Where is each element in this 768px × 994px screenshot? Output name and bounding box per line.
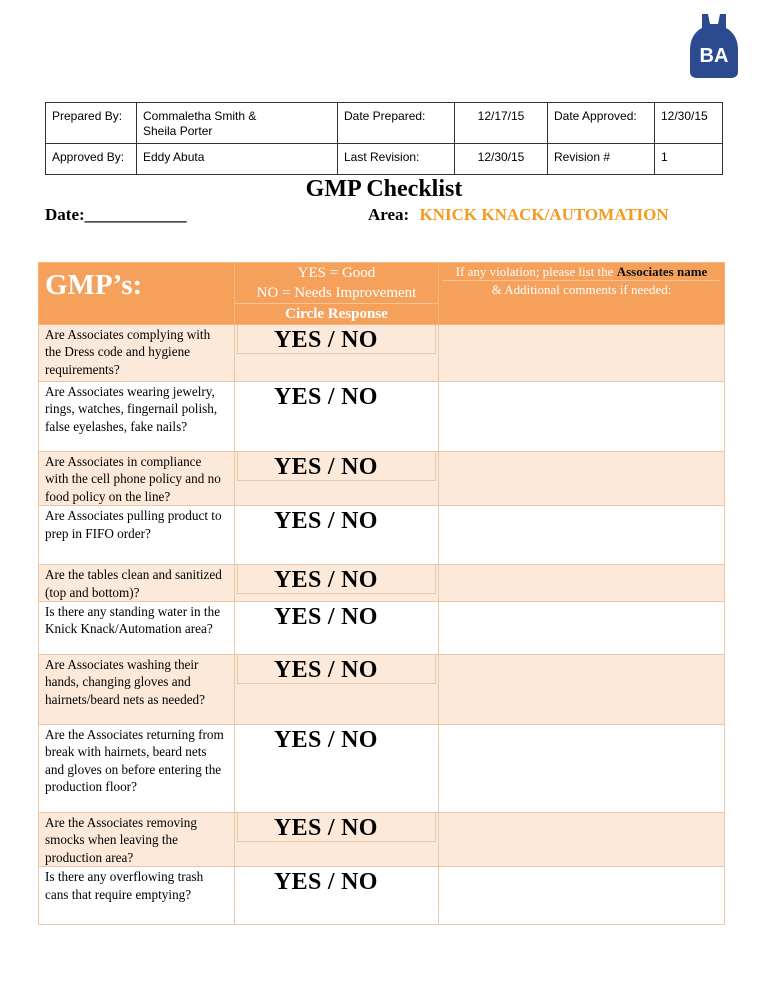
prepared-by-value — [137, 103, 338, 144]
response-cell[interactable] — [235, 382, 439, 452]
yes-no-response[interactable]: YES / NO — [274, 384, 378, 410]
response-cell[interactable] — [235, 452, 439, 506]
yes-no-response[interactable]: YES / NO — [274, 604, 378, 631]
question-cell: Are the Associates removing smocks when leaving the production area? — [39, 813, 235, 867]
response-cell[interactable] — [235, 506, 439, 565]
question-cell: Are the tables clean and sanitized (top and bottom)? — [39, 565, 235, 602]
comment-header-bold: Associates name — [616, 264, 708, 279]
ba-logo-icon — [688, 10, 740, 80]
response-cell[interactable] — [235, 725, 439, 813]
question-cell: Is there any overflowing trash cans that require emptying? — [39, 867, 235, 925]
question-cell: Are Associates complying with the Dress code and hygiene requirements? — [39, 325, 235, 382]
table-row — [39, 725, 725, 813]
comment-cell[interactable] — [439, 813, 725, 867]
prepared-by-label: Prepared By: — [46, 103, 137, 144]
no-legend: NO = Needs Improvement — [256, 285, 417, 301]
table-row — [39, 867, 725, 925]
question-cell: Are Associates washing their hands, changing gloves and hairnets/beard nets as needed? — [39, 655, 235, 725]
table-row — [39, 655, 725, 725]
yes-no-response[interactable]: YES / NO — [274, 567, 378, 594]
yes-no-response[interactable]: YES / NO — [274, 454, 378, 480]
comment-cell[interactable] — [439, 725, 725, 813]
response-cell[interactable] — [235, 655, 439, 725]
comment-cell[interactable] — [439, 655, 725, 725]
response-cell[interactable] — [235, 325, 439, 382]
table-row — [39, 506, 725, 565]
comment-header-text: If any violation; please list the — [455, 264, 614, 279]
document-info-table — [45, 102, 723, 175]
circle-response-label: Circle Response — [235, 303, 438, 324]
yes-no-response[interactable]: YES / NO — [274, 727, 378, 754]
yes-no-response[interactable]: YES / NO — [274, 327, 378, 353]
table-row — [39, 602, 725, 655]
yes-no-response[interactable]: YES / NO — [274, 815, 378, 842]
comment-cell[interactable] — [439, 382, 725, 452]
date-approved-value: 12/30/15 — [655, 103, 723, 144]
gmp-column-header: GMP’s: — [39, 263, 235, 325]
revision-label: Revision # — [548, 144, 655, 175]
comment-header-subtext: & Additional comments if needed: — [443, 280, 720, 298]
comment-cell[interactable] — [439, 867, 725, 925]
gmp-checklist-table — [38, 262, 725, 925]
question-cell: Are Associates pulling product to prep in FIFO order? — [39, 506, 235, 565]
question-cell: Are Associates wearing jewelry, rings, watches, fingernail polish, false eyelashes, fake nails? — [39, 382, 235, 452]
table-row — [39, 325, 725, 382]
prepared-by-value-line-2: Sheila Porter — [143, 124, 213, 138]
logo-text: BA — [699, 45, 729, 67]
yes-legend: YES = Good — [297, 265, 376, 281]
table-row — [39, 382, 725, 452]
response-cell[interactable] — [235, 867, 439, 925]
yes-no-response[interactable]: YES / NO — [274, 657, 378, 684]
date-approved-label: Date Approved: — [548, 103, 655, 144]
area-label: Area: — [368, 205, 410, 224]
table-row — [39, 565, 725, 602]
comments-column-header — [439, 263, 725, 325]
comment-cell[interactable] — [439, 565, 725, 602]
approved-by-label: Approved By: — [46, 144, 137, 175]
comment-cell[interactable] — [439, 506, 725, 565]
response-cell[interactable] — [235, 565, 439, 602]
approved-by-value: Eddy Abuta — [137, 144, 338, 175]
last-revision-value: 12/30/15 — [455, 144, 548, 175]
page-title: GMP Checklist — [305, 176, 463, 202]
comment-cell[interactable] — [439, 602, 725, 655]
comment-cell[interactable] — [439, 325, 725, 382]
question-cell: Are the Associates returning from break with hairnets, beard nets and gloves on before entering the production floor? — [39, 725, 235, 813]
yes-no-response[interactable]: YES / NO — [274, 508, 378, 535]
table-row — [39, 452, 725, 506]
area-value: KNICK KNACK/AUTOMATION — [419, 205, 669, 224]
response-cell[interactable] — [235, 602, 439, 655]
question-cell: Are Associates in compliance with the cell phone policy and no food policy on the line? — [39, 452, 235, 506]
date-field: Date:____________ — [45, 205, 187, 224]
response-column-header — [235, 263, 439, 325]
date-prepared-value: 12/17/15 — [455, 103, 548, 144]
date-prepared-label: Date Prepared: — [338, 103, 455, 144]
table-row — [39, 813, 725, 867]
area-field — [368, 205, 669, 225]
comment-cell[interactable] — [439, 452, 725, 506]
last-revision-label: Last Revision: — [338, 144, 455, 175]
response-cell[interactable] — [235, 813, 439, 867]
revision-value: 1 — [655, 144, 723, 175]
yes-no-response[interactable]: YES / NO — [274, 869, 378, 896]
question-cell: Is there any standing water in the Knick Knack/Automation area? — [39, 602, 235, 655]
prepared-by-value-line-1: Commaletha Smith & — [143, 109, 257, 123]
